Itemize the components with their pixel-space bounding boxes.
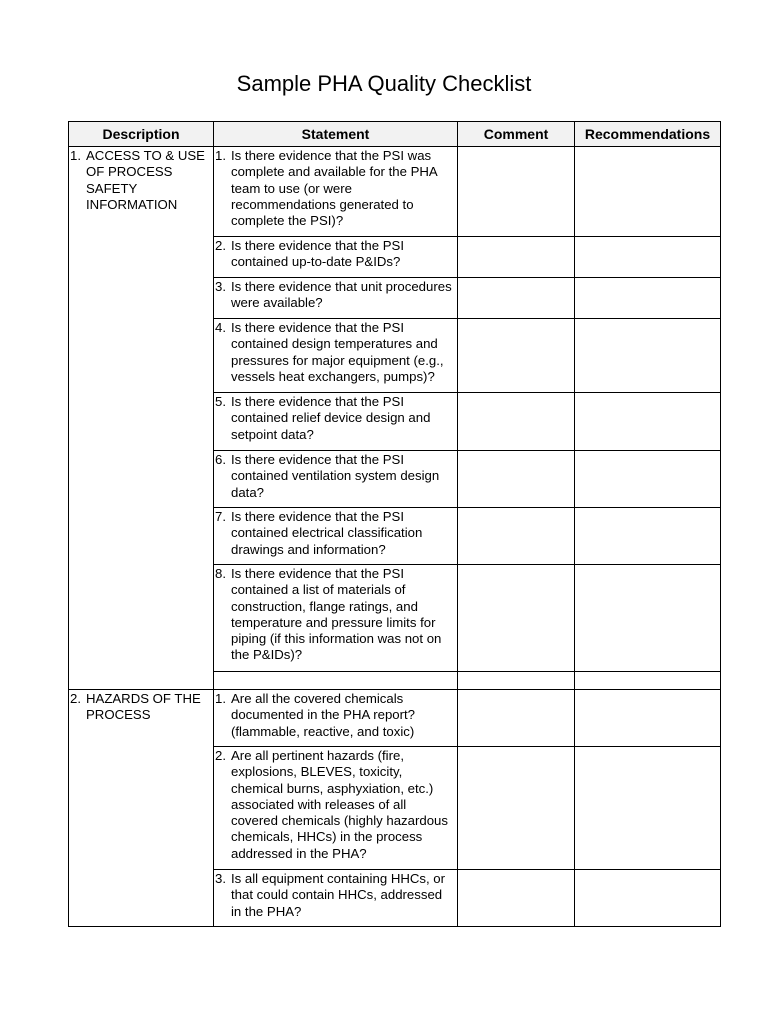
checklist-table bbox=[68, 121, 721, 927]
statement-cell bbox=[214, 672, 458, 690]
comment-cell[interactable] bbox=[458, 278, 575, 319]
statement-text: Is there evidence that the PSI contained up-to-date P&IDs? bbox=[231, 238, 405, 270]
recommendations-cell[interactable] bbox=[575, 393, 721, 451]
recommendations-cell[interactable] bbox=[575, 319, 721, 393]
statement-cell bbox=[214, 319, 458, 393]
statement-number: 3. bbox=[215, 871, 226, 886]
statement-text: Are all pertinent hazards (fire, explosions, BLEVES, toxicity, chemical burns, asphyxiation, etc.) associated with releases of all covered chemicals (highly hazardous chemicals, HHCs) in the process addressed in the PHA? bbox=[231, 748, 448, 861]
statement-number: 2. bbox=[215, 238, 226, 253]
statement-text: Is all equipment containing HHCs, or that could contain HHCs, addressed in the PHA? bbox=[231, 871, 446, 919]
statement-number: 1. bbox=[215, 148, 226, 163]
statement-cell bbox=[214, 147, 458, 237]
comment-cell[interactable] bbox=[458, 147, 575, 237]
table-row bbox=[69, 690, 721, 747]
recommendations-cell[interactable] bbox=[575, 508, 721, 565]
statement-number: 8. bbox=[215, 566, 226, 581]
column-header-recommendations: Recommendations bbox=[575, 122, 721, 147]
recommendations-cell[interactable] bbox=[575, 565, 721, 672]
column-header-description: Description bbox=[69, 122, 214, 147]
statement-text: Is there evidence that the PSI contained electrical classification drawings and information? bbox=[231, 509, 423, 557]
statement-cell bbox=[214, 508, 458, 565]
statement-text: Is there evidence that the PSI was complete and available for the PHA team to use (or were recommendations generated to complete the PSI)? bbox=[231, 148, 437, 229]
column-header-statement: Statement bbox=[214, 122, 458, 147]
comment-cell[interactable] bbox=[458, 508, 575, 565]
section-description: HAZARDS OF THE PROCESS bbox=[86, 691, 201, 723]
statement-cell bbox=[214, 237, 458, 278]
statement-cell bbox=[214, 278, 458, 319]
statement-number: 7. bbox=[215, 509, 226, 524]
statement-number: 1. bbox=[215, 691, 226, 706]
statement-text: Is there evidence that unit procedures were available? bbox=[231, 279, 452, 311]
statement-text: Is there evidence that the PSI contained design temperatures and pressures for major equipment (e.g., vessels heat exchangers, pumps)? bbox=[231, 320, 444, 384]
statement-text: Is there evidence that the PSI contained a list of materials of construction, flange ratings, and temperature and pressure limits for piping (if this information was not on the P&IDs)? bbox=[231, 566, 442, 663]
comment-cell[interactable] bbox=[458, 393, 575, 451]
recommendations-cell[interactable] bbox=[575, 672, 721, 690]
comment-cell[interactable] bbox=[458, 672, 575, 690]
document-title: Sample PHA Quality Checklist bbox=[236, 71, 532, 96]
comment-cell[interactable] bbox=[458, 319, 575, 393]
statement-text: Is there evidence that the PSI contained ventilation system design data? bbox=[231, 452, 440, 500]
statement-cell bbox=[214, 747, 458, 870]
recommendations-cell[interactable] bbox=[575, 278, 721, 319]
section-description-cell bbox=[69, 690, 214, 927]
section-description: ACCESS TO & USE OF PROCESS SAFETY INFORMATION bbox=[86, 148, 205, 212]
statement-text: Is there evidence that the PSI contained relief device design and setpoint data? bbox=[231, 394, 431, 442]
section-number: 1. bbox=[70, 148, 81, 163]
table-row bbox=[69, 147, 721, 237]
comment-cell[interactable] bbox=[458, 870, 575, 927]
statement-cell bbox=[214, 393, 458, 451]
statement-number: 6. bbox=[215, 452, 226, 467]
statement-number: 2. bbox=[215, 748, 226, 763]
recommendations-cell[interactable] bbox=[575, 870, 721, 927]
statement-cell bbox=[214, 451, 458, 508]
recommendations-cell[interactable] bbox=[575, 747, 721, 870]
section-number: 2. bbox=[70, 691, 81, 706]
recommendations-cell[interactable] bbox=[575, 451, 721, 508]
statement-cell bbox=[214, 690, 458, 747]
statement-text: Are all the covered chemicals documented in the PHA report? (flammable, reactive, and toxic) bbox=[231, 691, 416, 739]
comment-cell[interactable] bbox=[458, 747, 575, 870]
recommendations-cell[interactable] bbox=[575, 237, 721, 278]
section-description-cell bbox=[69, 147, 214, 690]
statement-number: 4. bbox=[215, 320, 226, 335]
recommendations-cell[interactable] bbox=[575, 147, 721, 237]
comment-cell[interactable] bbox=[458, 237, 575, 278]
statement-number: 3. bbox=[215, 279, 226, 294]
statement-number: 5. bbox=[215, 394, 226, 409]
recommendations-cell[interactable] bbox=[575, 690, 721, 747]
statement-cell bbox=[214, 565, 458, 672]
comment-cell[interactable] bbox=[458, 565, 575, 672]
comment-cell[interactable] bbox=[458, 451, 575, 508]
table-header-row bbox=[69, 122, 721, 147]
column-header-comment: Comment bbox=[458, 122, 575, 147]
comment-cell[interactable] bbox=[458, 690, 575, 747]
statement-cell bbox=[214, 870, 458, 927]
